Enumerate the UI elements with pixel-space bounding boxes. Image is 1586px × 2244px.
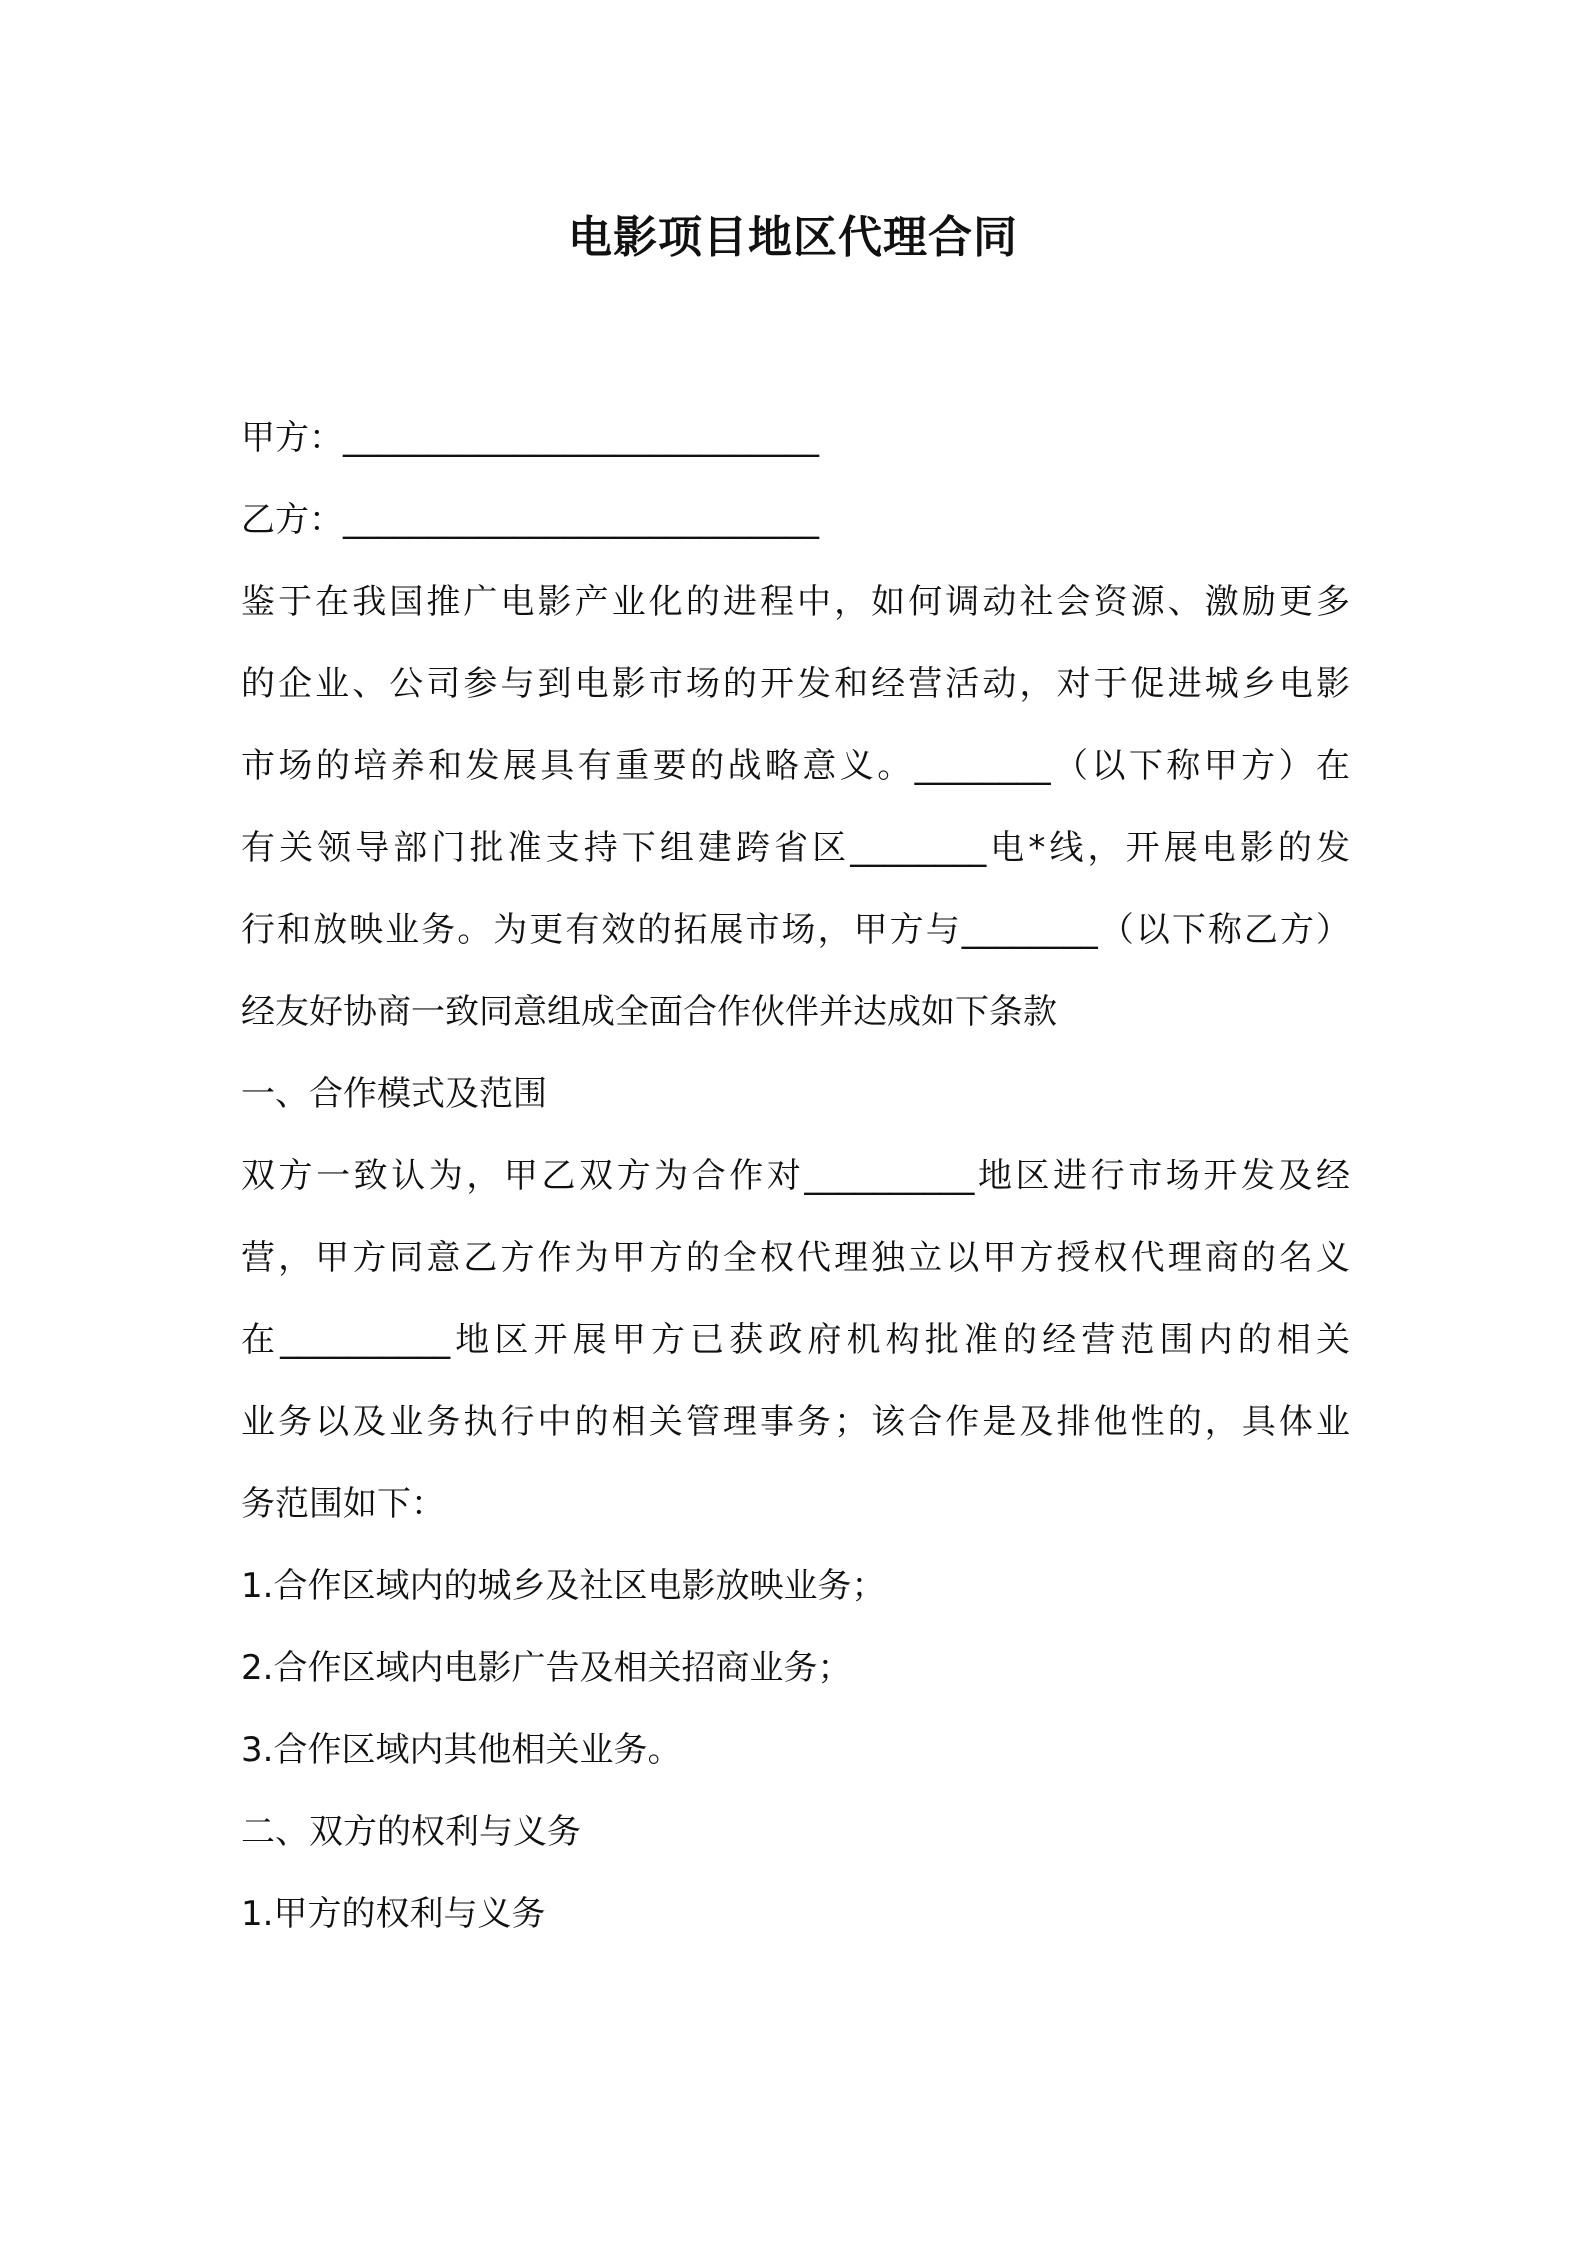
list-item: 2.合作区域内电影广告及相关招商业务； bbox=[241, 1648, 852, 1688]
preamble-line: 市场的培养和发展具有重要的战略意义。________（以下称甲方）在 bbox=[241, 746, 1350, 786]
body-line: 业务以及业务执行中的相关管理事务；该合作是及排他性的，具体业 bbox=[241, 1402, 1350, 1442]
preamble-line: 的企业、公司参与到电影市场的开发和经营活动，对于促进城乡电影 bbox=[241, 664, 1350, 704]
body-line: 双方一致认为，甲乙双方为合作对__________地区进行市场开发及经 bbox=[241, 1156, 1350, 1196]
list-item: 1.合作区域内的城乡及社区电影放映业务； bbox=[241, 1566, 886, 1606]
party-b-line: 乙方：____________________________ bbox=[241, 500, 819, 540]
party-a-line: 甲方：____________________________ bbox=[241, 418, 819, 458]
document-title: 电影项目地区代理合同 bbox=[568, 212, 1018, 263]
preamble-line: 有关领导部门批准支持下组建跨省区________电*线，开展电影的发 bbox=[241, 828, 1350, 868]
preamble-line: 行和放映业务。为更有效的拓展市场，甲方与________（以下称乙方） bbox=[241, 910, 1350, 950]
list-item: 3.合作区域内其他相关业务。 bbox=[241, 1730, 682, 1770]
section-heading: 二、双方的权利与义务 bbox=[241, 1812, 581, 1852]
body-line: 在__________地区开展甲方已获政府机构批准的经营范围内的相关 bbox=[241, 1320, 1350, 1360]
preamble-line: 经友好协商一致同意组成全面合作伙伴并达成如下条款 bbox=[241, 992, 1057, 1032]
subsection-heading: 1.甲方的权利与义务 bbox=[241, 1894, 546, 1934]
body-line: 务范围如下： bbox=[241, 1484, 445, 1524]
section-heading: 一、合作模式及范围 bbox=[241, 1074, 547, 1114]
preamble-line: 鉴于在我国推广电影产业化的进程中，如何调动社会资源、激励更多 bbox=[241, 582, 1350, 622]
body-line: 营，甲方同意乙方作为甲方的全权代理独立以甲方授权代理商的名义 bbox=[241, 1238, 1350, 1278]
